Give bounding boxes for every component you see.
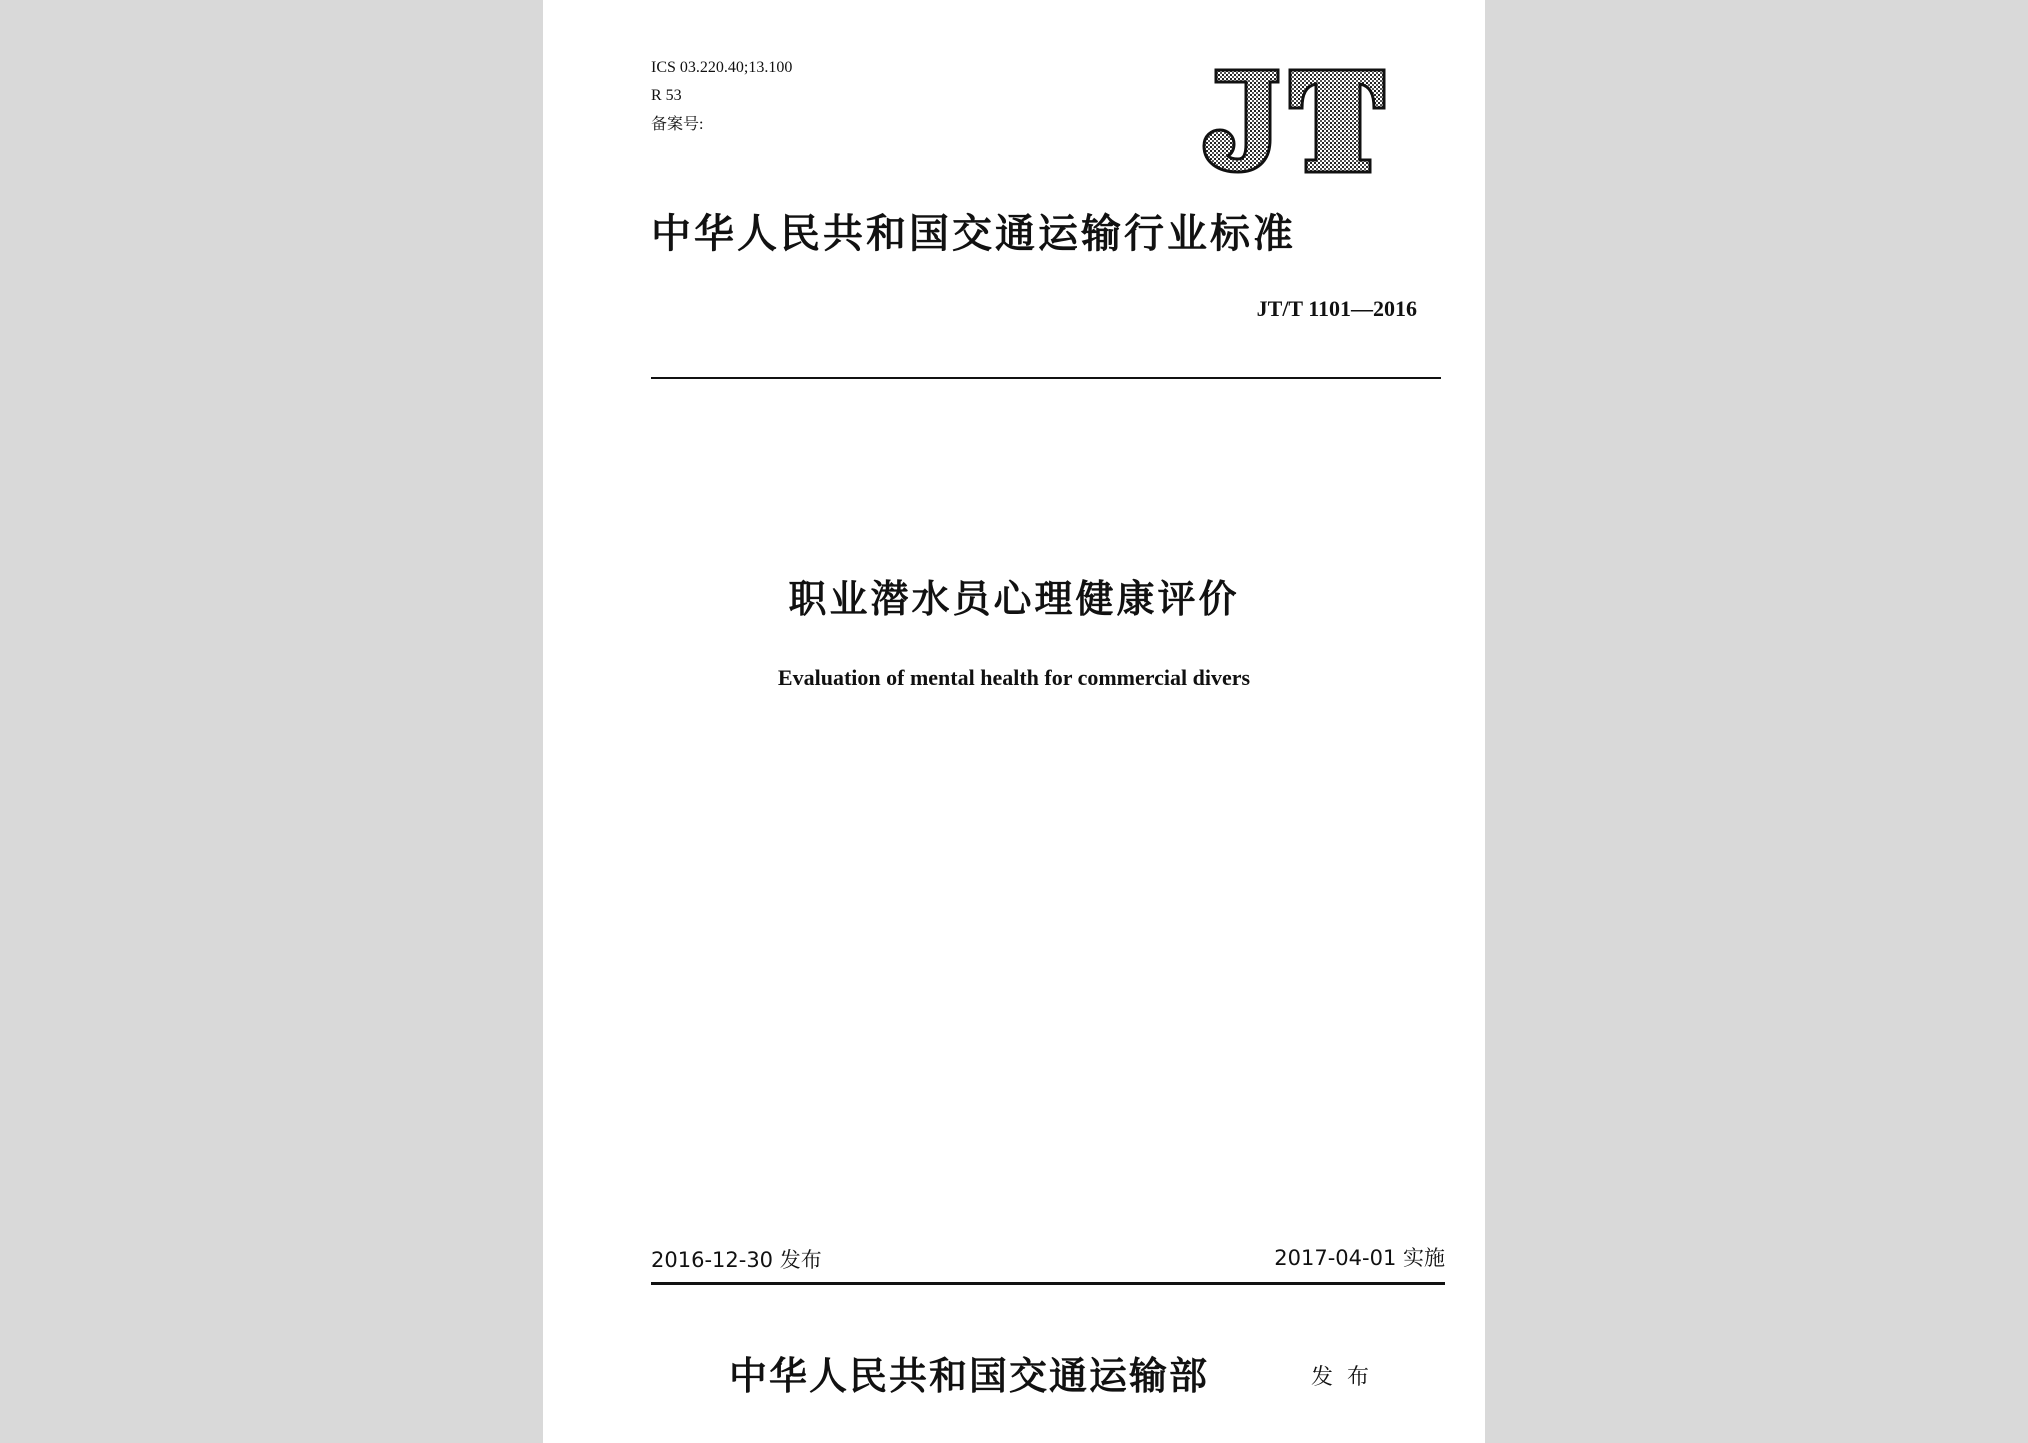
issue-date: 2016-12-30 发布 — [651, 1248, 822, 1272]
standard-category-title: 中华人民共和国交通运输行业标准 — [651, 210, 1296, 257]
footer-divider — [651, 1282, 1445, 1285]
implementation-date: 2017-04-01 实施 — [1274, 1246, 1445, 1270]
jt-logo — [1198, 62, 1388, 177]
record-number-label: 备案号: — [651, 116, 704, 133]
document-page — [543, 0, 1485, 1443]
issuing-authority: 中华人民共和国交通运输部 — [729, 1353, 1210, 1398]
header-divider — [651, 377, 1441, 379]
classification-code: R 53 — [651, 87, 682, 104]
issue-action-label: 发布 — [1311, 1365, 1384, 1390]
document-title-chinese: 职业潜水员心理健康评价 — [788, 577, 1240, 621]
ics-code: ICS 03.220.40;13.100 — [651, 59, 793, 76]
document-title-english: Evaluation of mental health for commercial divers — [777, 665, 1251, 690]
standard-code: JT/T 1101—2016 — [1256, 296, 1417, 321]
